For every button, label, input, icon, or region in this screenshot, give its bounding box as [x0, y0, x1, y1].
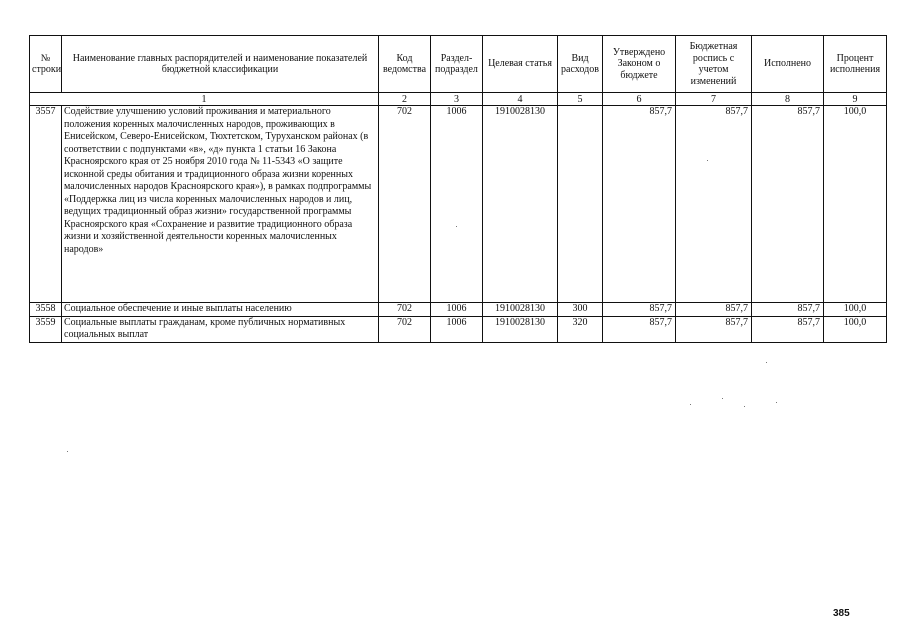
row-expense-kind [558, 106, 603, 303]
row-section: 1006 [431, 303, 483, 317]
header-department-code: Код ведомства [379, 36, 431, 93]
row-line-number: 3557 [30, 106, 62, 303]
row-name: Социальные выплаты гражданам, кроме публичных нормативных социальных выплат [62, 316, 379, 342]
row-approved: 857,7 [603, 106, 676, 303]
column-number: 8 [752, 93, 824, 106]
row-executed: 857,7 [752, 303, 824, 317]
row-section: 1006 [431, 106, 483, 303]
row-line-number: 3558 [30, 303, 62, 317]
row-expense-kind: 320 [558, 316, 603, 342]
budget-table [29, 35, 887, 343]
column-number: 1 [30, 93, 379, 106]
page-number: 385 [833, 608, 850, 619]
scan-speck [744, 406, 745, 407]
row-department-code: 702 [379, 303, 431, 317]
row-budget-schedule: 857,7 [676, 303, 752, 317]
table-row [30, 303, 887, 317]
row-line-number: 3559 [30, 316, 62, 342]
row-approved: 857,7 [603, 303, 676, 317]
column-number: 9 [824, 93, 887, 106]
row-approved: 857,7 [603, 316, 676, 342]
header-budget-schedule: Бюджетная роспись с учетом изменений [676, 36, 752, 93]
scan-speck [690, 404, 691, 405]
scan-speck [766, 362, 767, 363]
row-budget-schedule: 857,7 [676, 106, 752, 303]
row-target-item: 1910028130 [483, 303, 558, 317]
row-percent: 100,0 [824, 316, 887, 342]
table-row [30, 106, 887, 303]
row-budget-schedule: 857,7 [676, 316, 752, 342]
row-department-code: 702 [379, 316, 431, 342]
header-percent: Процент исполнения [824, 36, 887, 93]
header-target-item: Целевая статья [483, 36, 558, 93]
header-approved: Утверждено Законом о бюджете [603, 36, 676, 93]
column-number: 7 [676, 93, 752, 106]
column-number: 4 [483, 93, 558, 106]
row-name: Содействие улучшению условий проживания и материального положения коренных малочисленных народов, проживающих в Енисейском, Северо-Енисейском, Тюхтетском, Туруханском районах (в соответствии с подпунктами «в», «д» пункта 1 статьи 16 Закона Красноярского края от 25 ноября 2010 года № 11-5343 «О защите исконной среды обитания и традиционного образа жизни коренных малочисленных народов Красноярского края»), в рамках подпрограммы «Поддержка лиц из числа коренных малочисленных народов и лиц, ведущих традиционный образ жизни» государственной программы Красноярского края «Сохранение и развитие традиционного образа жизни и хозяйственной деятельности коренных малочисленных народов» [62, 106, 379, 303]
row-percent: 100,0 [824, 106, 887, 303]
row-name: Социальное обеспечение и иные выплаты населению [62, 303, 379, 317]
header-expense-kind: Вид расходов [558, 36, 603, 93]
header-section: Раздел-подраздел [431, 36, 483, 93]
header-row [30, 36, 887, 93]
row-department-code: 702 [379, 106, 431, 303]
scan-speck [67, 451, 68, 452]
header-name: Наименование главных распорядителей и наименование показателей бюджетной классификации [62, 36, 379, 93]
scan-speck [722, 398, 723, 399]
budget-execution-table-page [29, 35, 886, 343]
row-target-item: 1910028130 [483, 316, 558, 342]
scan-speck [456, 226, 457, 227]
row-section: 1006 [431, 316, 483, 342]
column-number-row [30, 93, 887, 106]
header-executed: Исполнено [752, 36, 824, 93]
row-executed: 857,7 [752, 106, 824, 303]
scan-speck [776, 402, 777, 403]
column-number: 3 [431, 93, 483, 106]
row-target-item: 1910028130 [483, 106, 558, 303]
table-row [30, 316, 887, 342]
row-percent: 100,0 [824, 303, 887, 317]
scan-speck [707, 160, 708, 161]
row-executed: 857,7 [752, 316, 824, 342]
column-number: 2 [379, 93, 431, 106]
column-number: 5 [558, 93, 603, 106]
row-expense-kind: 300 [558, 303, 603, 317]
column-number: 6 [603, 93, 676, 106]
header-line-number: № строки [30, 36, 62, 93]
